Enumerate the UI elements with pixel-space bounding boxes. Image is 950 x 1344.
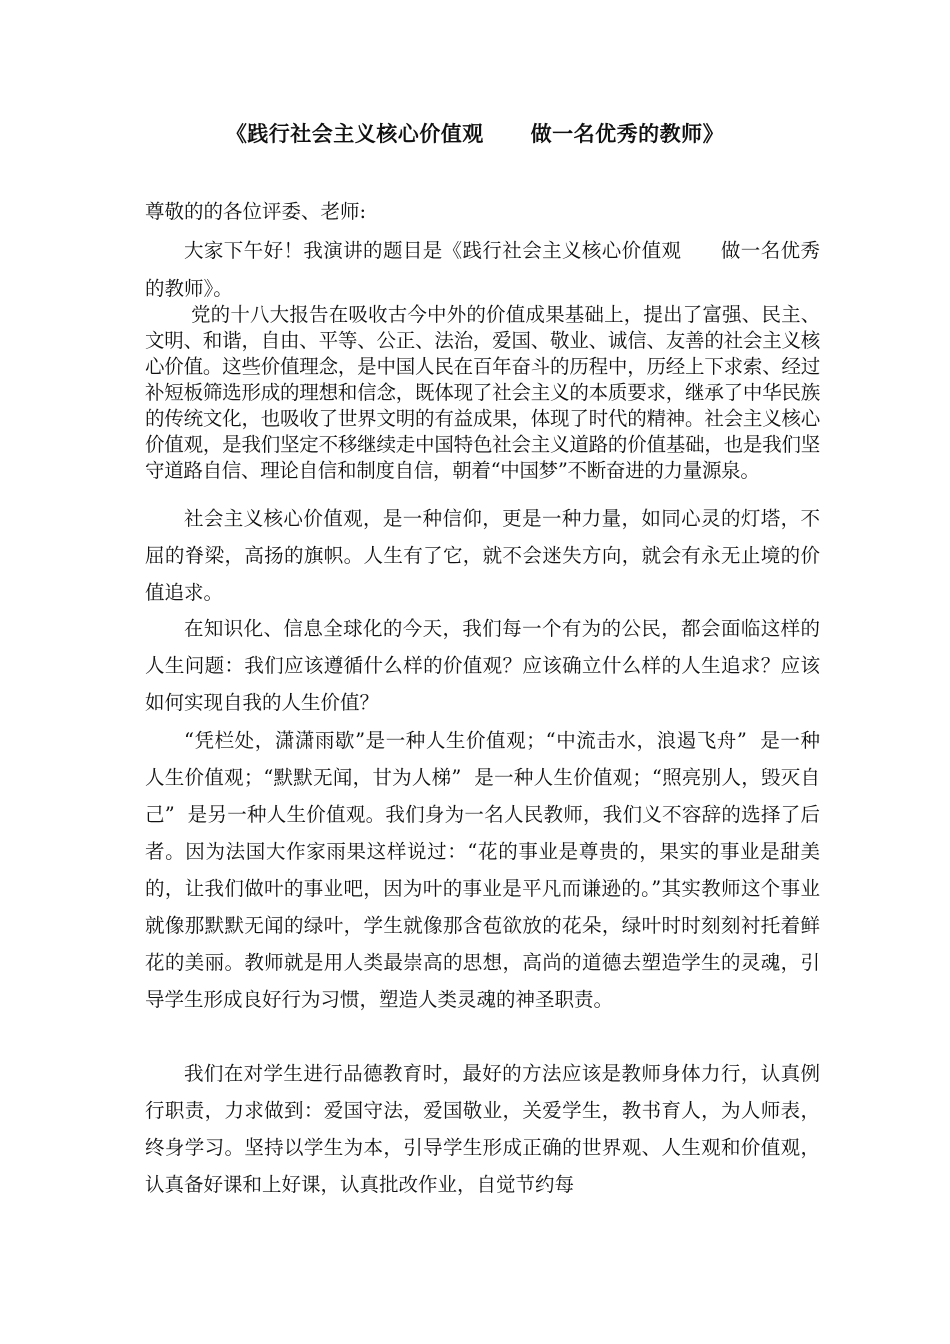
paragraph-greeting: 大家下午好！我演讲的题目是《践行社会主义核心价值观 做一名优秀的教师》。 [145, 239, 820, 300]
paragraph-core-values: 党的十八大报告在吸收古今中外的价值成果基础上，提出了富强、民主、文明、和谐，自由、平等、公正、法治，爱国、敬业、诚信、友善的社会主义核心价值。这些价值理念，是中国人民在百年奋斗的历程中，历经上下求索、经过补短板筛选形成的理想和信念，既体现了社会主义的本质要求，继承了中华民族的传统文化，也吸收了世界文明的有益成果，体现了时代的精神。社会主义核心价值观，是我们坚定不移继续走中国特色社会主义道路的价值基础，也是我们坚守道路自信、理论自信和制度自信，朝着“中国梦”不断奋进的力量源泉。 [145, 303, 820, 482]
paragraph-questions: 在知识化、信息全球化的今天，我们每一个有为的公民，都会面临这样的人生问题：我们应该遵循什么样的价值观？应该确立什么样的人生追求？应该如何实现自我的人生价值？ [145, 617, 820, 714]
paragraph-belief: 社会主义核心价值观，是一种信仰，更是一种力量，如同心灵的灯塔，不屈的脊梁，高扬的旗帜。人生有了它，就不会迷失方向，就会有永无止境的价值追求。 [145, 507, 820, 604]
paragraph-moral-education: 我们在对学生进行品德教育时，最好的方法应该是教师身体力行，认真例行职责，力求做到：爱国守法，爱国敬业，关爱学生，教书育人，为人师表，终身学习。坚持以学生为本，引导学生形成正确的世界观、人生观和价值观，认真备好课和上好课，认真批改作业，自觉节约每 [145, 1062, 820, 1196]
paragraph-teacher-values: “凭栏处，潇潇雨歇”是一种人生价值观；“中流击水，浪遏飞舟” 是一种人生价值观；“默默无闻，甘为人梯” 是一种人生价值观；“照亮别人，毁灭自己” 是另一种人生价值观。我们身为一名人民教师，我们义不容辞的选择了后者。因为法国大作家雨果这样说过：“花的事业是尊贵的，果实的事业是甜美的，让我们做叶的事业吧，因为叶的事业是平凡而谦逊的。”其实教师这个事业就像那默默无闻的绿叶，学生就像那含苞欲放的花朵，绿叶时时刻刻衬托着鲜花的美丽。教师就是用人类最崇高的思想，高尚的道德去塑造学生的灵魂，引导学生形成良好行为习惯，塑造人类灵魂的神圣职责。 [145, 729, 820, 1011]
document-title: 《践行社会主义核心价值观 做一名优秀的教师》 [225, 122, 725, 146]
salutation: 尊敬的的各位评委、老师: [145, 200, 367, 223]
